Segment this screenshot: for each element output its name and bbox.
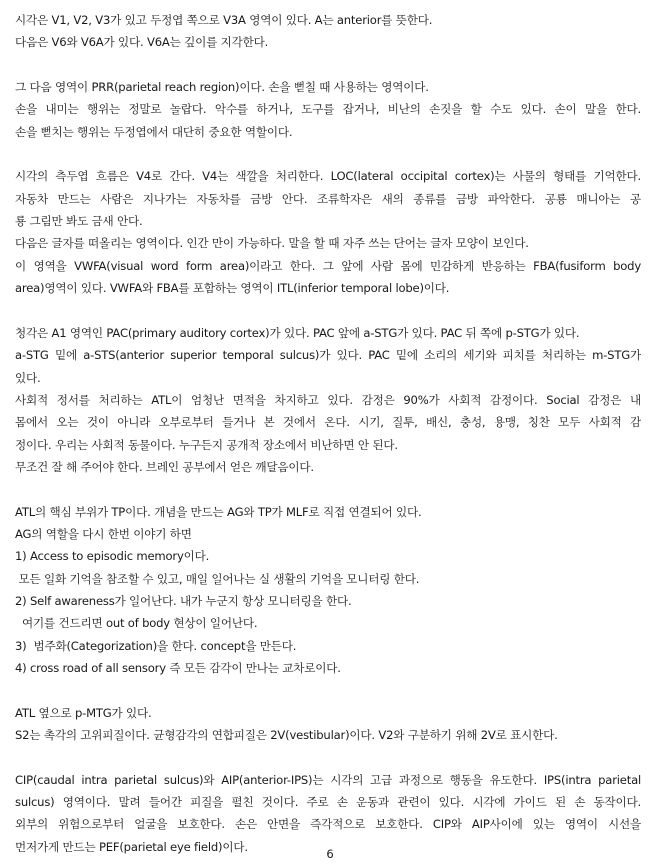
text-line: 3) 범주화(Categorization)을 한다. concept을 만든다. (15, 638, 297, 653)
text-line: 이 영역을 VWFA(visual word form area)이라고 한다. 그 앞에 사람 몸에 민감하게 반응하는 FBA(fusiform body (15, 258, 641, 273)
text-line: AG의 역할을 다시 한번 이야기 하면 (15, 526, 192, 541)
document-body (15, 9, 641, 858)
page-number: 6 (326, 847, 334, 861)
text-line: S2는 촉각의 고위피질이다. 균형감각의 연합피질은 2V(vestibular)이다. V2와 구분하기 위해 2V로 표시한다. (15, 728, 558, 742)
paragraph (15, 322, 641, 478)
paragraph (15, 9, 641, 54)
text-line: 있다. (15, 370, 41, 385)
text-line: 다음은 글자를 떠올리는 영역이다. 인간 만이 가능하다. 말을 할 때 자주 쓰는 단어는 글자 모양이 보인다. (15, 236, 529, 251)
text-line: 먼저가게 만드는 PEF(parietal eye field)이다. (15, 839, 248, 854)
paragraph-gap (15, 143, 641, 165)
text-line: 청각은 A1 영역인 PAC(primary auditory cortex)가 있다. PAC 앞에 a-STG가 있다. PAC 뒤 쪽에 p-STG가 있다. (15, 325, 580, 340)
text-line: 여기를 건드리면 out of body 현상이 일어난다. (15, 616, 258, 631)
paragraph (15, 501, 641, 680)
text-line: 손을 뻗치는 행위는 두정엽에서 대단히 중요한 역할이다. (15, 124, 293, 139)
text-line: 외부의 위험으로부터 얼굴을 보호한다. 손은 안면을 즉각적으로 보호한다. CIP와 AIP사이에 있는 영역이 시선을 (15, 817, 641, 832)
text-line: sulcus) 영역이다. 말려 들어간 피질을 펼친 것이다. 주로 손 운동과 관련이 있다. 시각에 가이드 된 손 동작이다. (15, 795, 641, 810)
text-line: 사회적 정서를 처리하는 ATL이 엄청난 면적을 차지하고 있다. 감정은 90%가 사회적 감정이다. Social 감정은 내 (15, 392, 641, 407)
text-line: 무조건 잘 해 주어야 한다. 브레인 공부에서 얻은 깨달음이다. (15, 459, 314, 474)
text-line: 룡 그림만 봐도 금새 안다. (15, 214, 143, 229)
text-line: 몸에서 오는 것이 아니라 오부로부터 들거나 본 것에서 온다. 시기, 질투, 배신, 충성, 용맹, 칭찬 모두 사회적 감 (15, 415, 641, 430)
text-line: 손을 내미는 행위는 정말로 놀랍다. 악수를 하거나, 도구를 잡거나, 비난의 손짓을 할 수도 있다. 손이 말을 한다. (15, 102, 641, 117)
text-line: 시각의 측두엽 흐름은 V4로 간다. V4는 색깔을 처리한다. LOC(lateral occipital cortex)는 사물의 형태를 기억한다. (15, 169, 641, 184)
text-line: 정이다. 우리는 사회적 동물이다. 누구든지 공개적 장소에서 비난하면 안 된다. (15, 437, 398, 452)
text-line: 2) Self awareness가 일어난다. 내가 누군지 항상 모니터링을 한다. (15, 593, 352, 608)
paragraph-gap (15, 746, 641, 768)
paragraph (15, 702, 641, 747)
paragraph (15, 769, 641, 858)
paragraph-gap (15, 679, 641, 701)
text-line: a-STG 밑에 a-STS(anterior superior temporal sulcus)가 있다. PAC 밑에 소리의 세기와 피치를 처리하는 m-STG가 (15, 348, 641, 363)
paragraph-gap (15, 478, 641, 500)
paragraph (15, 165, 641, 299)
text-line: ATL의 핵심 부위가 TP이다. 개념을 만드는 AG와 TP가 MLF로 직접 연결되어 있다. (15, 504, 422, 519)
paragraph-gap (15, 299, 641, 321)
text-line: 4) cross road of all sensory 즉 모든 감각이 만나는 교차로이다. (15, 660, 341, 675)
paragraph-gap (15, 54, 641, 76)
text-line: 시각은 V1, V2, V3가 있고 두정엽 쪽으로 V3A 영역이 있다. A는 anterior를 뜻한다. (15, 13, 433, 27)
text-line: CIP(caudal intra parietal sulcus)와 AIP(anterior-IPS)는 시각의 고급 과정으로 행동을 유도한다. IPS(intra parietal (15, 772, 641, 787)
text-line: 모든 일화 기억을 참조할 수 있고, 매일 일어나는 실 생활의 기억을 모니터링 한다. (15, 571, 420, 586)
paragraph (15, 76, 641, 143)
text-line: 1) Access to episodic memory이다. (15, 549, 210, 564)
text-line: 그 다음 영역이 PRR(parietal reach region)이다. 손을 뻗칠 때 사용하는 영역이다. (15, 80, 429, 95)
text-line: ATL 옆으로 p-MTG가 있다. (15, 705, 152, 720)
text-line: 다음은 V6와 V6A가 있다. V6A는 깊이를 지각한다. (15, 35, 269, 50)
text-line: area)영역이 있다. VWFA와 FBA를 포함하는 영역이 ITL(inferior temporal lobe)이다. (15, 281, 450, 296)
text-line: 자동차 만드는 사람은 지나가는 자동차를 금방 안다. 조류학자은 새의 종류를 금방 파악한다. 공룡 매니아는 공 (15, 191, 641, 206)
